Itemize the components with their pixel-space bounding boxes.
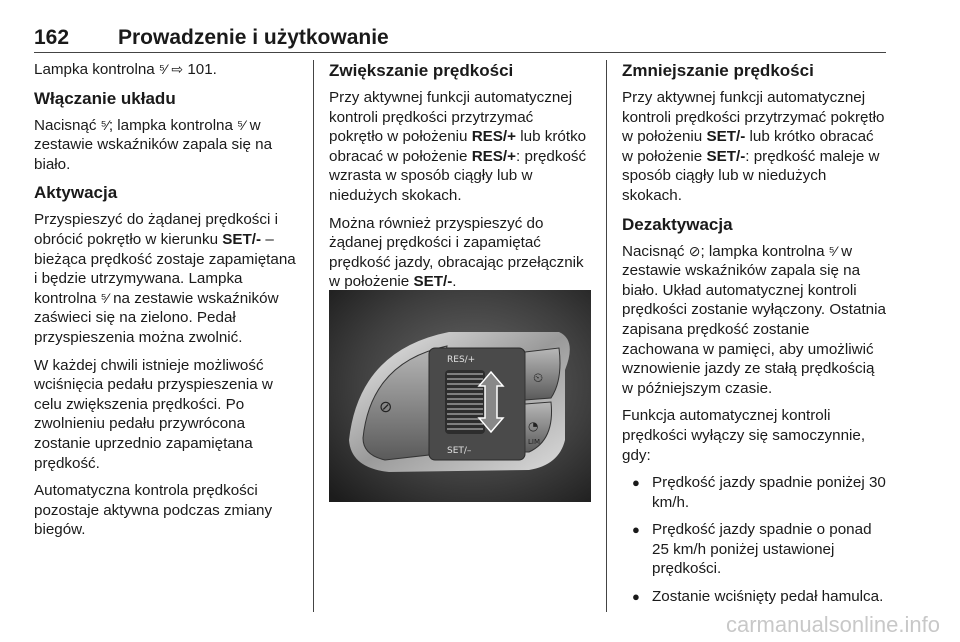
cruise-control-switch-illustration	[329, 290, 591, 502]
cruise-control-icon: ⁵⁄	[237, 116, 246, 133]
paragraph-aktywacja-1: Przyspieszyć do żądanej prędkości i obrócić pokrętło w kierunku SET/- – bieżąca prędkość zostaje zapamiętana i będzie utrzymywana. Lampka kontrolna ⁵⁄ na zestawie wskaźników zaświeci się na zielono. Pedał przyspieszenia można zwolnić.	[34, 211, 296, 346]
cruise-control-icon: ⁵⁄	[100, 289, 109, 306]
list-item: ● Prędkość jazdy spadnie o ponad 25 km/h poniżej ustawionej prędkości.	[622, 520, 886, 579]
label-res: RES/+	[447, 355, 476, 365]
heading-zmniejszanie: Zmniejszanie prędkości	[622, 61, 814, 80]
auto-off-list	[622, 473, 886, 607]
paragraph-zwiekszanie-2: Można również przyspieszyć do żądanej prędkości i zapamiętać prędkość jazdy, obracając przełącznik w położenie SET/-.	[329, 214, 584, 291]
heading-wlaczanie: Włączanie układu	[34, 88, 176, 108]
paragraph-auto-off: Funkcja automatycznej kontroli prędkości wyłączy się samoczynnie, gdy:	[622, 407, 866, 464]
label-lim: LIM	[528, 438, 541, 446]
list-item: ● Prędkość jazdy spadnie poniżej 30 km/h.	[622, 473, 886, 512]
list-item: ● Zostanie wciśnięty pedał hamulca.	[622, 587, 886, 607]
page-number: 162	[34, 26, 70, 49]
paragraph-zmniejszanie: Przy aktywnej funkcji automatycznej kontroli prędkości przytrzymać pokrętło w położeniu SET/- lub krótko obracać w położenie SET/-: prędkość maleje w sposób ciągły lub w niedużych skokach.	[622, 89, 885, 204]
cruise-off-icon: ⊘	[379, 397, 393, 416]
label-set: SET/–	[447, 446, 472, 456]
watermark: carmanualsonline.info	[725, 612, 940, 637]
cruise-off-icon: ⊘	[688, 242, 701, 259]
reference-arrow-icon: ⇨	[171, 61, 184, 77]
reference-link[interactable]: 101.	[187, 61, 217, 78]
heading-zwiekszanie: Zwiększanie prędkości	[329, 61, 514, 80]
cruise-control-icon: ⁵⁄	[100, 116, 109, 133]
paragraph-aktywacja-2: W każdej chwili istnieje możliwość wciśnięcia pedału przyspieszenia w celu zwiększenia prędkości. Po zwolnieniu pedału przywrócona zostanie uprzednio zapamiętana prędkość.	[34, 356, 273, 472]
paragraph-dezaktywacja: Nacisnąć ⊘; lampka kontrolna ⁵⁄ w zestawie wskaźników zapala się na biało. Układ automatycznej kontroli prędkości zostanie wyłączony. Ostatnia zapisana prędkość zostanie zachowana w pamięci, aby umożliwić wznowienie jazdy ze stałą prędkością w późniejszym czasie.	[622, 242, 886, 397]
column-2	[329, 60, 591, 300]
limiter-icon: ◔	[528, 419, 539, 433]
column-divider	[606, 60, 607, 612]
column-divider	[313, 60, 314, 612]
paragraph-zwiekszanie-1: Przy aktywnej funkcji automatycznej kontroli prędkości przytrzymać pokrętło w położeniu RES/+ lub krótko obracać w położenie RES/+: prędkość wzrasta w sposób ciągły lub w niedużych skokach.	[329, 89, 587, 204]
thumbwheel	[445, 370, 485, 434]
heading-aktywacja: Aktywacja	[34, 183, 118, 203]
page-title: Prowadzenie i użytkowanie	[118, 26, 389, 49]
paragraph-wlaczanie: Nacisnąć ⁵⁄; lampka kontrolna ⁵⁄ w zestawie wskaźników zapala się na biało.	[34, 116, 273, 173]
intro-line: Lampka kontrolna ⁵⁄ ⇨ 101.	[34, 61, 217, 78]
column-3	[622, 60, 886, 615]
column-1	[34, 60, 296, 548]
cruise-control-icon: ⁵⁄	[828, 242, 837, 259]
cruise-control-icon: ⏲	[533, 371, 544, 386]
paragraph-aktywacja-3: Automatyczna kontrola prędkości pozostaje aktywna podczas zmiany biegów.	[34, 482, 273, 539]
heading-dezaktywacja: Dezaktywacja	[622, 214, 733, 234]
page-header	[34, 22, 886, 53]
cruise-control-icon: ⁵⁄	[158, 61, 168, 77]
